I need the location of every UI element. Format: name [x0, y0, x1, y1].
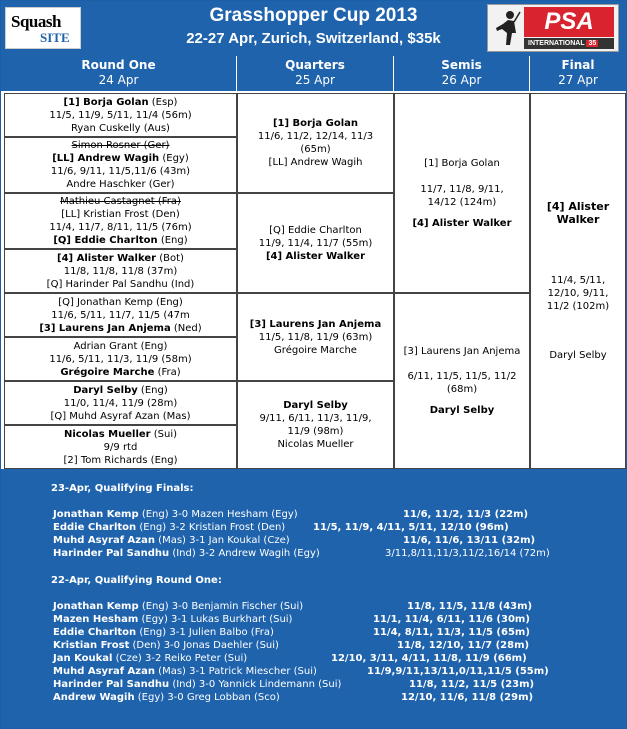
qual-winner: Mazen Hesham: [53, 614, 139, 625]
qual-result: (Mas) 3-1 Jan Koukal (Cze): [154, 535, 290, 546]
match-r1-3: [4, 193, 237, 249]
logo-left-bottom-text: SITE: [40, 30, 70, 45]
winner-name: [1] Borja Golan: [272, 118, 359, 129]
winner-country: (Eng): [137, 384, 168, 396]
winner-country: (Fra): [154, 366, 181, 378]
match-score: 11/9, 11/4, 11/7 (55m): [258, 237, 373, 249]
match-score: 11/5, 11/8, 11/9 (63m): [258, 331, 373, 343]
match-r1-1: [4, 93, 237, 137]
qual-score: 11/6, 11/2, 11/3 (22m): [403, 509, 529, 520]
header-banner: [1, 1, 626, 56]
winner-country: (Esp): [148, 96, 178, 108]
loser-name: [LL] Andrew Wagih: [268, 157, 363, 168]
loser-name: [2] Tom Richards (Eng): [63, 454, 178, 466]
qual-result-row: [53, 692, 280, 703]
psa-logo-num: 35: [588, 40, 597, 47]
winner-country: (Eng): [157, 235, 188, 246]
col-round-label: Round One: [81, 58, 156, 72]
match-score: 11/7, 11/8, 9/11,: [420, 183, 504, 195]
qual-score: 12/10, 3/11, 4/11, 11/8, 11/9 (66m): [331, 653, 527, 664]
match-score: 11/4, 11/7, 8/11, 11/5 (76m): [49, 222, 192, 233]
winner-name: [4] Alister: [546, 200, 610, 213]
match-score: 11/0, 11/4, 11/9 (28m): [63, 397, 178, 409]
qual-winner: Harinder Pal Sandhu: [53, 679, 170, 690]
col-header-semis: [394, 56, 530, 91]
match-score: 6/11, 11/5, 11/5, 11/2: [407, 371, 517, 382]
qual-winner: Harinder Pal Sandhu: [53, 548, 170, 559]
match-score: 11/6, 11/2, 12/14, 11/3: [257, 131, 374, 142]
qual-result: (Eng) 3-1 Julien Balbo (Fra): [136, 627, 274, 638]
loser-name: [Q] Eddie Charlton: [269, 224, 362, 236]
qual-result: (Ind) 3-2 Andrew Wagih (Egy): [169, 548, 320, 559]
winner-country: (Ned): [170, 322, 202, 334]
match-score: 11/6, 9/11, 11/5,11/6 (43m): [50, 166, 191, 177]
qual-score: 11/9,9/11,13/11,0/11,11/5 (55m): [367, 666, 549, 677]
loser-name: [Q] Jonathan Kemp (Eng): [58, 296, 183, 308]
winner-name: [LL] Andrew Wagih: [52, 153, 160, 164]
qual-winner: Eddie Charlton: [53, 522, 137, 533]
winner-name: Daryl Selby: [283, 400, 348, 411]
match-score-cont: 12/10, 9/11,: [547, 288, 609, 299]
qual-result-row: [53, 679, 341, 690]
winner-name: [Q] Eddie Charlton: [53, 235, 158, 246]
winner-name: [3] Laurens Jan Anjema: [249, 318, 382, 330]
col-date-label: 24 Apr: [98, 73, 139, 87]
qual-result-row: [53, 535, 290, 546]
qualifying-panel: [1, 469, 626, 728]
qual-score: 12/10, 11/6, 11/8 (29m): [401, 692, 534, 703]
loser-name: [1] Borja Golan: [424, 157, 500, 169]
qual-result: (Eng) 3-0 Benjamin Fischer (Sui): [138, 601, 304, 612]
match-score-cont: 14/12 (124m): [427, 196, 497, 208]
withdrawn-player: Simon Rosner (Ger): [71, 140, 170, 151]
qual-result-row: [53, 509, 298, 520]
qual-result-row: [53, 614, 292, 625]
qual-winner: Muhd Asyraf Azan: [53, 535, 155, 546]
winner-country: (Sui): [150, 428, 178, 440]
match-qf-2: [237, 193, 394, 293]
winner-name: Grégoire Marche: [60, 366, 155, 378]
col-date-label: 26 Apr: [441, 73, 482, 87]
match-score: 11/5, 11/9, 5/11, 11/4 (56m): [49, 109, 192, 121]
winner-name: [4] Alister Walker: [412, 217, 512, 229]
loser-name: Nicolas Mueller: [277, 439, 354, 450]
qual-winner: Andrew Wagih: [53, 692, 135, 703]
match-score-cont: 11/2 (102m): [546, 301, 610, 312]
qual-result: (Ind) 3-0 Yannick Lindemann (Sui): [169, 679, 342, 690]
qual-result: (Mas) 3-1 Patrick Miescher (Sui): [154, 666, 317, 677]
match-r1-8: [4, 425, 237, 469]
match-qf-4: [237, 381, 394, 469]
qual-score: 11/8, 11/5, 11/8 (43m): [407, 601, 533, 612]
match-r1-4: [4, 249, 237, 293]
qual-result-row: [53, 627, 274, 638]
match-sf-1: [394, 93, 530, 293]
match-r1-2: [4, 137, 237, 193]
match-qf-1: [237, 93, 394, 193]
qual-winner: Jonathan Kemp: [53, 601, 139, 612]
qual-result-row: [53, 666, 317, 677]
player-silhouette-icon: [494, 9, 522, 47]
match-r1-6: [4, 337, 237, 381]
qual-result: (Eng) 3-2 Kristian Frost (Den): [136, 522, 286, 533]
match-score: 11/6, 5/11, 11/3, 11/9 (58m): [49, 353, 192, 365]
col-date-label: 25 Apr: [295, 73, 335, 87]
winner-name: [3] Laurens Jan Anjema: [39, 322, 171, 334]
loser-name: [Q] Harinder Pal Sandhu (Ind): [46, 278, 195, 290]
match-sf-2: [394, 293, 530, 469]
loser-name: Daryl Selby: [549, 350, 607, 361]
winner-name: Daryl Selby: [73, 384, 138, 396]
match-duration: (65m): [300, 144, 331, 155]
winner-name: [1] Borja Golan: [63, 96, 149, 108]
col-round-label: Final: [561, 58, 595, 72]
qual-result: (Eng) 3-0 Mazen Hesham (Egy): [138, 509, 298, 520]
qual-result-row: [53, 653, 247, 664]
match-score: 9/9 rtd: [103, 441, 138, 453]
loser-name: Grégoire Marche: [274, 344, 357, 356]
page-subtitle: 22-27 Apr, Zurich, Switzerland, $35k: [186, 30, 441, 47]
winner-name: Daryl Selby: [429, 405, 495, 416]
qual-winner: Jan Koukal: [53, 653, 113, 664]
qualifying-finals-title: 23-Apr, Qualifying Finals:: [51, 483, 194, 494]
qual-winner: Kristian Frost: [53, 640, 130, 651]
col-header-final: [530, 56, 626, 91]
winner-country: (Egy): [159, 153, 189, 164]
withdrawn-player: Mathieu Castagnet (Fra): [60, 196, 181, 207]
loser-name: Ryan Cuskelly (Aus): [71, 122, 170, 134]
qual-score: 11/6, 11/6, 13/11 (32m): [403, 535, 536, 546]
psa-logo-sub: [524, 38, 614, 49]
match-score: 9/11, 6/11, 11/3, 11/9,: [259, 413, 372, 424]
psa-logo-text: PSA: [524, 7, 614, 37]
qual-winner: Eddie Charlton: [53, 627, 137, 638]
qual-score: 11/1, 11/4, 6/11, 11/6 (30m): [373, 614, 530, 625]
col-date-label: 27 Apr: [558, 73, 598, 87]
qualifying-round1-title: 22-Apr, Qualifying Round One:: [51, 575, 222, 586]
match-r1-5: [4, 293, 237, 337]
loser-name: Andre Haschker (Ger): [66, 179, 175, 190]
qual-result: (Egy) 3-1 Lukas Burkhart (Sui): [138, 614, 293, 625]
match-score: 11/4, 5/11,: [550, 275, 606, 286]
match-final: [530, 93, 626, 469]
qual-result: (Egy) 3-0 Greg Lobban (Sco): [134, 692, 280, 703]
winner-country: (Bot): [156, 252, 184, 264]
qual-result: (Cze) 3-2 Reiko Peter (Sui): [112, 653, 248, 664]
match-qf-3: [237, 293, 394, 381]
qual-score: 11/5, 11/9, 4/11, 5/11, 12/10 (96m): [313, 522, 509, 533]
winner-name: Nicolas Mueller: [63, 428, 151, 440]
col-round-label: Quarters: [285, 58, 345, 72]
qual-score: 11/4, 8/11, 11/3, 11/5 (65m): [373, 627, 530, 638]
winner-name: [4] Alister Walker: [57, 252, 157, 264]
match-duration: 11/9 (98m): [287, 426, 344, 437]
qual-winner: Jonathan Kemp: [53, 509, 139, 520]
loser-name: [LL] Kristian Frost (Den): [61, 209, 180, 220]
logo-left-top-text: Squash: [11, 12, 61, 31]
psa-logo[interactable]: [487, 4, 619, 52]
qual-score: 3/11,8/11,11/3,11/2,16/14 (72m): [385, 548, 550, 559]
match-score: 11/6, 5/11, 11/7, 11/5 (47m: [51, 309, 190, 321]
loser-name: Adrian Grant (Eng): [73, 340, 168, 352]
qual-result-row: [53, 522, 285, 533]
page-title: Grasshopper Cup 2013: [209, 5, 418, 26]
col-header-round-one: [1, 56, 237, 91]
col-header-quarters: [237, 56, 394, 91]
match-score: 11/8, 11/8, 11/8 (37m): [63, 265, 178, 277]
match-duration: (68m): [446, 384, 478, 395]
winner-name: [4] Alister Walker: [265, 250, 366, 262]
psa-logo-sub-text: INTERNATIONAL: [528, 40, 585, 47]
loser-name: [3] Laurens Jan Anjema: [403, 346, 521, 357]
match-r1-7: [4, 381, 237, 425]
winner-name-cont: Walker: [556, 213, 600, 226]
qual-result-row: [53, 601, 303, 612]
qual-score: 11/8, 11/2, 11/5 (23m): [409, 679, 535, 690]
qual-result-row: [53, 548, 320, 559]
qual-result-row: [53, 640, 279, 651]
col-round-label: Semis: [441, 58, 482, 72]
qual-winner: Muhd Asyraf Azan: [53, 666, 155, 677]
loser-name: [Q] Muhd Asyraf Azan (Mas): [50, 410, 191, 422]
qual-result: (Den) 3-0 Jonas Daehler (Sui): [129, 640, 279, 651]
qual-score: 11/8, 12/10, 11/7 (28m): [397, 640, 530, 651]
